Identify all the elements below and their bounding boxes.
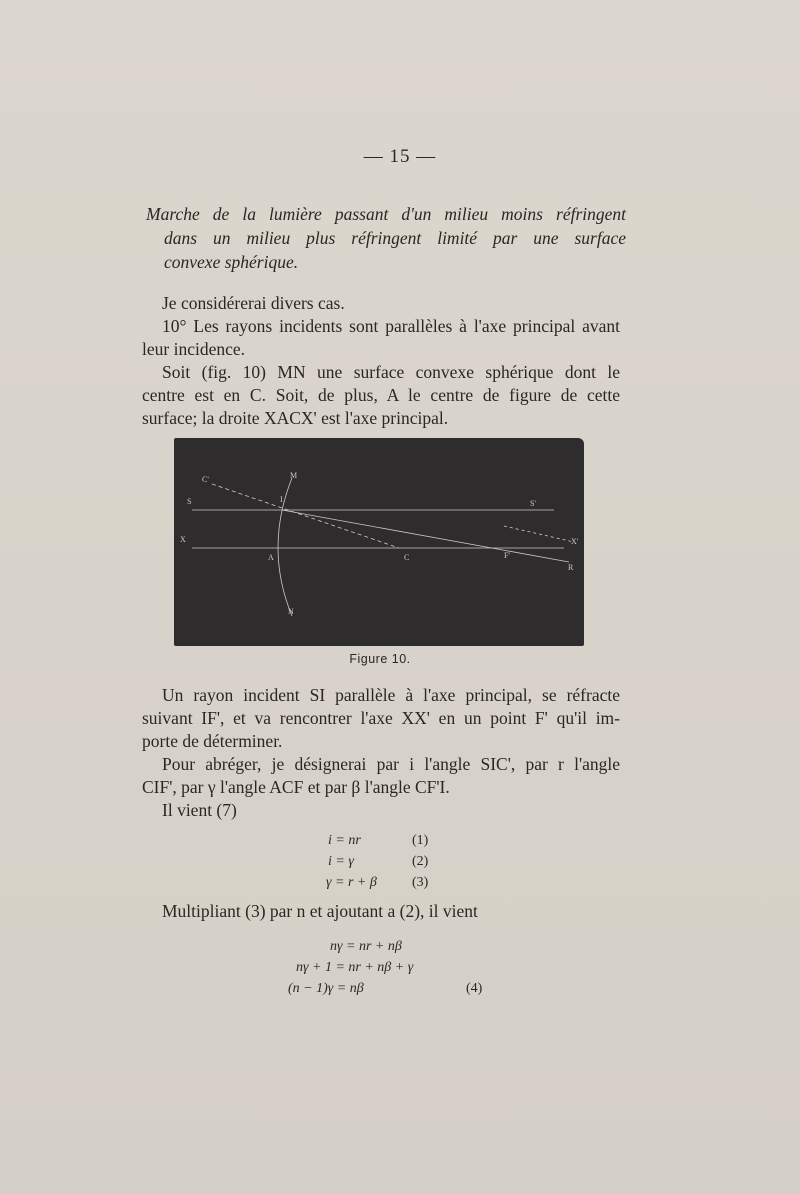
paragraph: Un rayon incident SI parallèle à l'axe principal, se réfracte <box>162 685 620 705</box>
label-c-prime: C' <box>202 475 209 484</box>
paragraph: Je considérerai divers cas. <box>162 293 345 313</box>
equation-row <box>300 830 450 851</box>
label-s: S <box>187 497 192 506</box>
equation-row <box>300 851 450 872</box>
paragraph: Pour abréger, je désignerai par i l'angle SIC', par r l'angle <box>162 754 620 774</box>
page-number: — 15 — <box>363 146 437 167</box>
equation-row <box>280 957 500 978</box>
optics-diagram <box>174 438 584 646</box>
figure-caption: Figure 10. <box>349 652 411 666</box>
label-x: X <box>180 535 186 544</box>
extension-dashed-line <box>504 526 574 542</box>
equation-row <box>280 936 500 957</box>
equation-block-1 <box>300 830 450 893</box>
heading-line: Marche de la lumière passant d'un milieu moins réfringent <box>146 204 626 224</box>
heading-line: convexe sphérique. <box>164 252 299 272</box>
normal-dashed-line <box>212 484 399 548</box>
label-c: C <box>404 553 410 562</box>
equation-number: (4) <box>466 981 483 996</box>
paragraph: Soit (fig. 10) MN une surface convexe sphérique dont le <box>162 362 620 382</box>
equation-number: (1) <box>412 833 429 848</box>
equation-expr: nγ = nr + nβ <box>330 939 402 954</box>
paragraph: suivant IF', et va rencontrer l'axe XX' en un point F' qu'il im- <box>142 708 620 728</box>
equation-row <box>300 872 450 893</box>
body-text-upper <box>142 292 620 430</box>
section-heading <box>146 202 626 274</box>
paragraph: leur incidence. <box>142 339 246 359</box>
figure-10-diagram <box>174 438 584 646</box>
paragraph: surface; la droite XACX' est l'axe principal. <box>142 408 449 428</box>
equation-number: (2) <box>412 854 429 869</box>
paragraph: Il vient (7) <box>162 800 237 820</box>
body-text-multiply <box>142 900 620 923</box>
body-text-lower <box>142 684 620 822</box>
paragraph: 10° Les rayons incidents sont parallèles à l'axe principal avant <box>162 316 620 336</box>
label-f-prime: F' <box>504 551 510 560</box>
paragraph: CIF', par γ l'angle ACF et par β l'angle CF'I. <box>142 777 450 797</box>
paragraph: porte de déterminer. <box>142 731 283 751</box>
label-m: M <box>290 471 298 480</box>
paragraph: centre est en C. Soit, de plus, A le centre de figure de cette <box>142 385 620 405</box>
equation-block-2 <box>280 936 500 999</box>
equation-expr: γ = r + β <box>326 875 377 890</box>
equation-expr: nγ + 1 = nr + nβ + γ <box>296 960 414 975</box>
label-n: N <box>288 607 294 616</box>
equation-expr: (n − 1)γ = nβ <box>288 981 364 996</box>
label-a: A <box>268 553 274 562</box>
equation-expr: i = γ <box>328 854 354 869</box>
label-r: R <box>568 563 574 572</box>
equation-row <box>280 978 500 999</box>
paragraph: Multipliant (3) par n et ajoutant a (2), il vient <box>162 901 478 921</box>
equation-expr: i = nr <box>328 833 361 848</box>
label-x-prime: X' <box>571 537 579 546</box>
equation-number: (3) <box>412 875 429 890</box>
label-i: I <box>280 495 283 504</box>
refracted-ray <box>282 510 569 562</box>
heading-line: dans un milieu plus réfringent limité par une surface <box>164 228 626 248</box>
label-s-prime: S' <box>530 499 536 508</box>
